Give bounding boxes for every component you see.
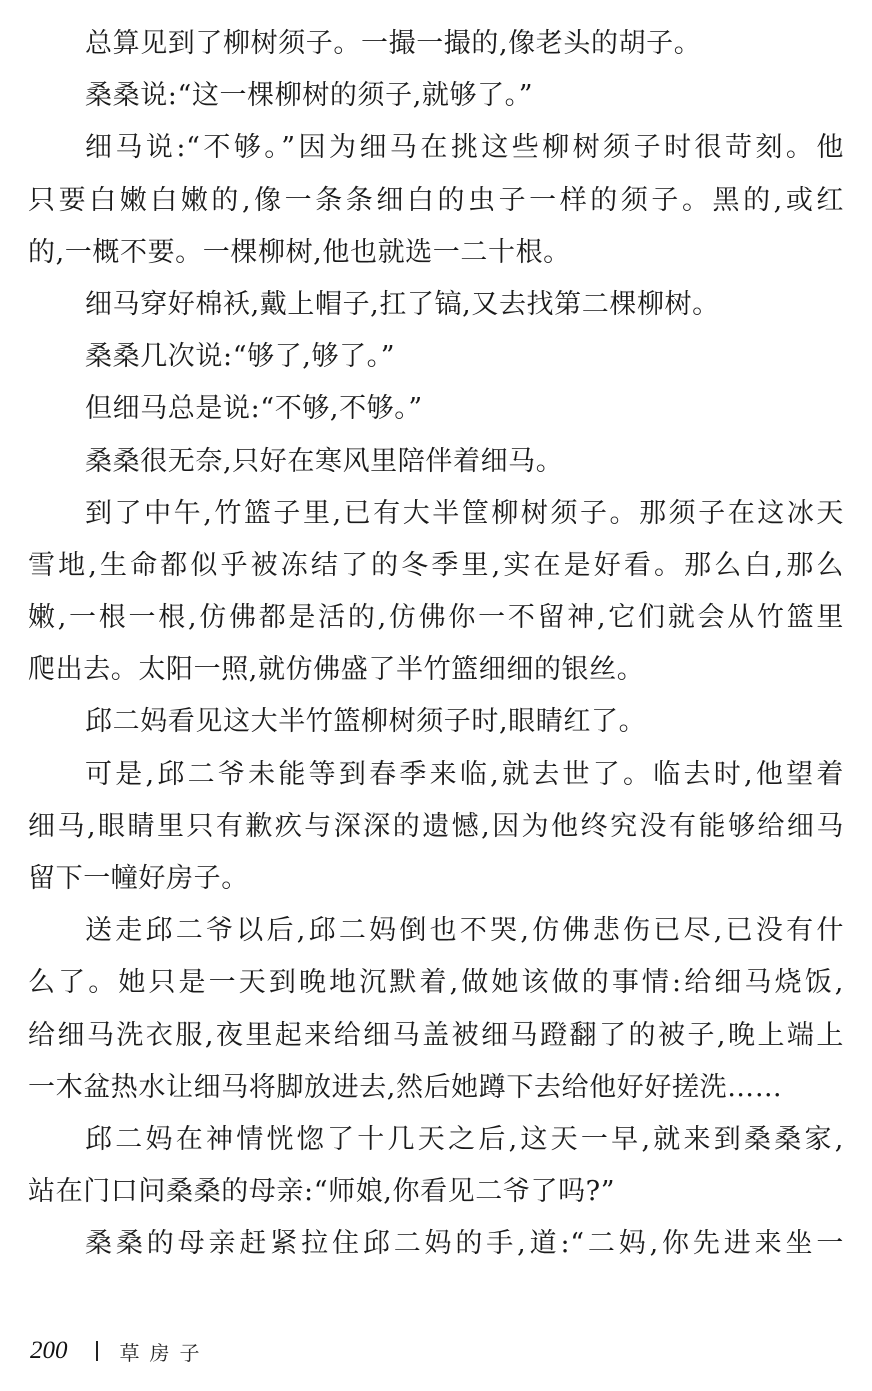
text-line: 给细马洗衣服,夜里起来给细马盖被细马蹬翻了的被子,晚上端上 [28,1019,844,1051]
text-line: 到了中午,竹篮子里,已有大半筐柳树须子。那须子在这冰天 [85,497,844,529]
text-line: 么了。她只是一天到晚地沉默着,做她该做的事情:给细马烧饭, [28,967,844,999]
text-line: 送走邱二爷以后,邱二妈倒也不哭,仿佛悲伤已尽,已没有什 [85,915,844,947]
text-line: 邱二妈在神情恍惚了十几天之后,这天一早,就来到桑桑家, [85,1123,844,1155]
text-line: 一木盆热水让细马将脚放进去,然后她蹲下去给他好好搓洗…… [28,1071,783,1103]
text-line: 站在门口问桑桑的母亲:“师娘,你看见二爷了吗?” [28,1176,616,1208]
text-line: 邱二妈看见这大半竹篮柳树须子时,眼睛红了。 [85,706,647,738]
text-line: 留下一幢好房子。 [28,863,249,894]
text-line: 细马,眼睛里只有歉疚与深深的遗憾,因为他终究没有能够给细马 [28,810,844,842]
text-line: 嫩,一根一根,仿佛都是活的,仿佛你一不留神,它们就会从竹篮里 [28,602,844,634]
text-line: 雪地,生命都似乎被冻结了的冬季里,实在是好看。那么白,那么 [28,549,844,581]
page-body [28,18,844,1271]
book-title: 草房子 [119,1340,210,1365]
page-number: 200 [30,1337,68,1364]
page-footer [30,1334,210,1368]
text-line: 桑桑很无奈,只好在寒风里陪伴着细马。 [85,445,564,477]
text-line: 可是,邱二爷未能等到春季来临,就去世了。临去时,他望着 [85,758,844,790]
text-line: 但细马总是说:“不够,不够。” [85,393,423,425]
text-line: 总算见到了柳树须子。一撮一撮的,像老头的胡子。 [85,28,702,59]
text-line: 桑桑几次说:“够了,够了。” [85,341,396,373]
text-line: 细马说:“不够。”因为细马在挑这些柳树须子时很苛刻。他 [85,132,844,164]
text-line: 细马穿好棉袄,戴上帽子,扛了镐,又去找第二棵柳树。 [85,288,720,320]
text-line: 桑桑说:“这一棵柳树的须子,就够了。” [85,80,534,112]
footer-divider [96,1341,98,1361]
text-line: 只要白嫩白嫩的,像一条条细白的虫子一样的须子。黑的,或红 [28,184,844,216]
text-line: 桑桑的母亲赶紧拉住邱二妈的手,道:“二妈,你先进来坐一 [85,1228,844,1260]
text-line: 爬出去。太阳一照,就仿佛盛了半竹篮细细的银丝。 [28,654,645,686]
text-line: 的,一概不要。一棵柳树,他也就选一二十根。 [28,236,571,268]
